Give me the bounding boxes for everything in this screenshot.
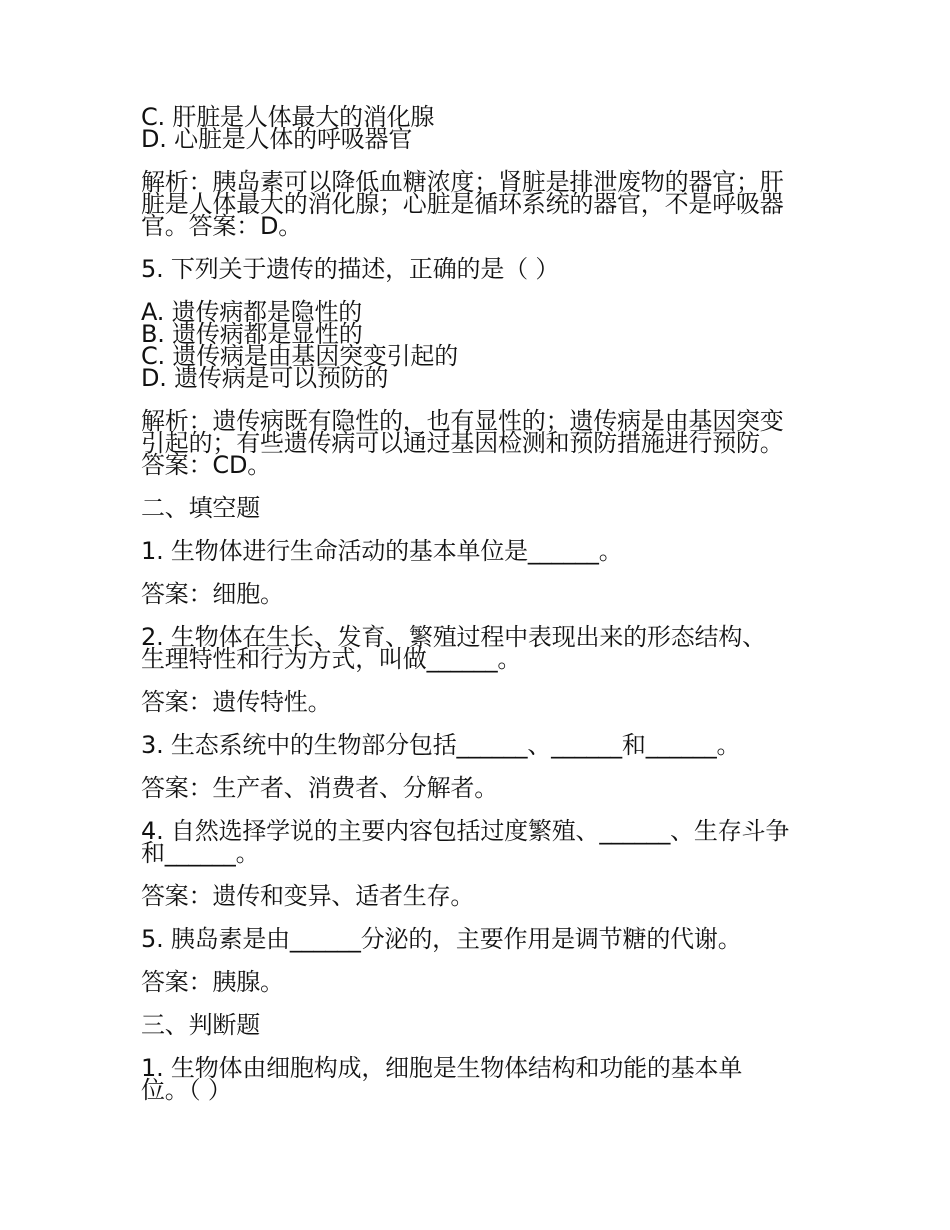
analysis-line: 答案：CD。 — [141, 451, 272, 479]
fill-question: 2. 生物体在生长、发育、繁殖过程中表现出来的形态结构、 — [141, 623, 766, 651]
fill-question: 生理特性和行为方式，叫做______。 — [141, 645, 522, 673]
section2-title: 二、填空题 — [141, 494, 260, 522]
q4-options — [141, 103, 821, 153]
q5-stem — [141, 255, 821, 283]
fill-q3 — [141, 731, 821, 759]
fill-question: 1. 生物体进行生命活动的基本单位是______。 — [141, 537, 623, 565]
fill-answer: 答案：遗传和变异、适者生存。 — [141, 882, 475, 910]
judge-question: 位。（ ） — [141, 1076, 232, 1104]
fill-a2 — [141, 688, 821, 716]
section-title — [141, 1011, 821, 1039]
fill-q1 — [141, 537, 821, 565]
q4-analysis — [141, 168, 821, 240]
fill-a1 — [141, 580, 821, 608]
fill-answer: 答案：胰腺。 — [141, 968, 284, 996]
option-d: D. 心脏是人体的呼吸器官 — [141, 125, 413, 153]
fill-question: 4. 自然选择学说的主要内容包括过度繁殖、______、生存斗争 — [141, 817, 790, 845]
option-d: D. 遗传病是可以预防的 — [141, 364, 389, 392]
judge-q1 — [141, 1054, 821, 1104]
fill-a3 — [141, 774, 821, 802]
section3-title: 三、判断题 — [141, 1011, 260, 1039]
fill-question: 5. 胰岛素是由______分泌的，主要作用是调节糖的代谢。 — [141, 925, 742, 953]
fill-q4 — [141, 817, 821, 867]
question-stem: 5. 下列关于遗传的描述，正确的是（ ） — [141, 255, 560, 283]
analysis-line: 解析：遗传病既有隐性的，也有显性的；遗传病是由基因突变 — [141, 407, 784, 435]
fill-question: 3. 生态系统中的生物部分包括______、______和______。 — [141, 731, 741, 759]
section-title — [141, 494, 821, 522]
analysis-line: 解析：胰岛素可以降低血糖浓度；肾脏是排泄废物的器官；肝 — [141, 168, 784, 196]
fill-answer: 答案：细胞。 — [141, 580, 284, 608]
option-c: C. 肝脏是人体最大的消化腺 — [141, 103, 435, 131]
q5-analysis — [141, 407, 821, 479]
fill-answer: 答案：生产者、消费者、分解者。 — [141, 774, 498, 802]
fill-answer: 答案：遗传特性。 — [141, 688, 332, 716]
option-a: A. 遗传病都是隐性的 — [141, 298, 363, 326]
fill-a4 — [141, 882, 821, 910]
analysis-line: 脏是人体最大的消化腺；心脏是循环系统的器官，不是呼吸器 — [141, 190, 784, 218]
fill-q2 — [141, 623, 821, 673]
fill-question: 和______。 — [141, 839, 260, 867]
option-c: C. 遗传病是由基因突变引起的 — [141, 342, 459, 370]
document-page — [141, 103, 821, 1122]
judge-question: 1. 生物体由细胞构成，细胞是生物体结构和功能的基本单 — [141, 1054, 743, 1082]
fill-a5 — [141, 968, 821, 996]
option-b: B. 遗传病都是显性的 — [141, 320, 363, 348]
analysis-line: 官。答案：D。 — [141, 212, 303, 240]
fill-q5 — [141, 925, 821, 953]
analysis-line: 引起的；有些遗传病可以通过基因检测和预防措施进行预防。 — [141, 429, 784, 457]
q5-options — [141, 298, 821, 392]
